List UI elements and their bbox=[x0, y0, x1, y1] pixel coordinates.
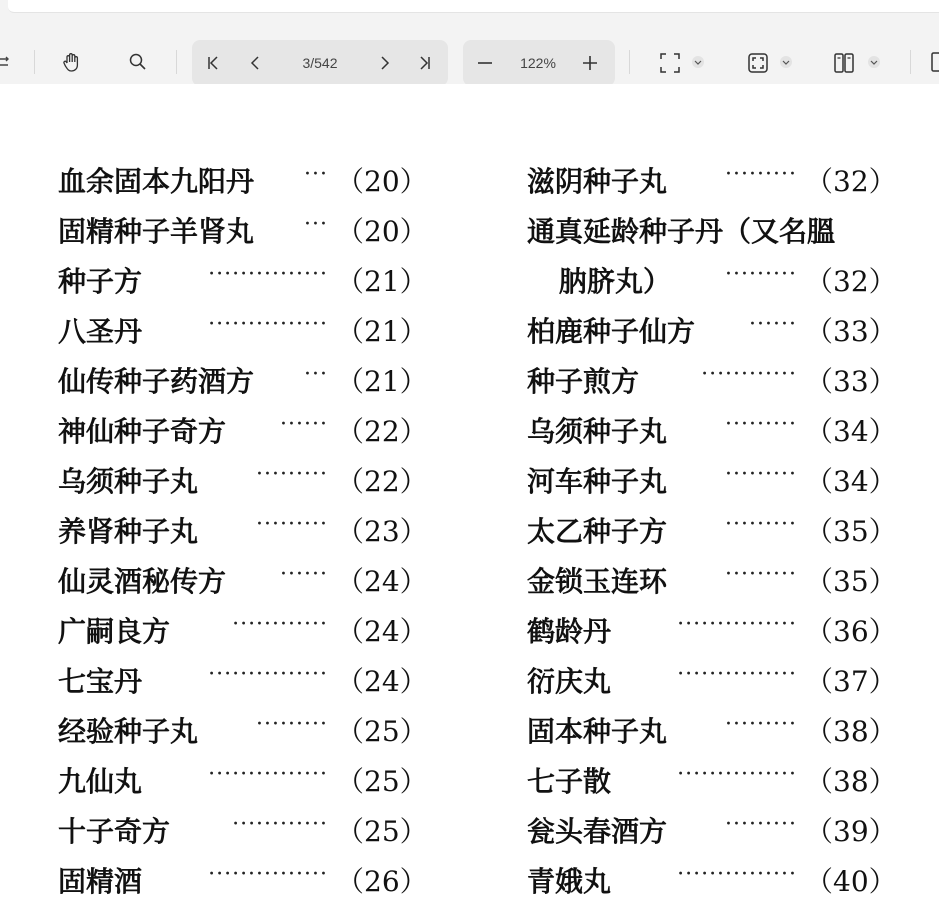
toc-entry-title: 血余固本九阳丹 bbox=[58, 165, 255, 198]
toc-entry-title: 河车种子丸 bbox=[527, 465, 668, 498]
toc-page-number: （24） bbox=[336, 615, 428, 648]
toc-leader-dots: ··············· bbox=[208, 862, 328, 887]
toc-page-number: （24） bbox=[336, 565, 428, 598]
toc-leader-dots: ········· bbox=[725, 412, 797, 437]
toc-entry[interactable] bbox=[58, 160, 428, 210]
toc-leader-dots: ········· bbox=[725, 262, 797, 287]
toc-page-number: （33） bbox=[805, 315, 897, 348]
zoom-level[interactable]: 122% bbox=[520, 55, 556, 71]
toc-page-number: （26） bbox=[336, 865, 428, 898]
toc-page-number: （35） bbox=[805, 565, 897, 598]
toc-page-number: （21） bbox=[336, 315, 428, 348]
toolbar-separator bbox=[34, 50, 35, 74]
toc-entry[interactable] bbox=[527, 210, 897, 260]
toc-entry[interactable] bbox=[527, 760, 897, 810]
toc-entry[interactable] bbox=[527, 260, 897, 310]
toc-entry-title: 肭脐丸） bbox=[559, 265, 672, 298]
toc-page-number: （38） bbox=[805, 765, 897, 798]
toc-page-number: （22） bbox=[336, 415, 428, 448]
first-page-icon[interactable] bbox=[202, 52, 224, 74]
toc-entry-title: 仙灵酒秘传方 bbox=[58, 565, 227, 598]
tab-bar-edge bbox=[8, 0, 939, 13]
toc-page-number: （33） bbox=[805, 365, 897, 398]
toc-entry[interactable] bbox=[527, 610, 897, 660]
toc-leader-dots: ··············· bbox=[677, 762, 797, 787]
document-page bbox=[0, 84, 939, 908]
toc-leader-dots: ··············· bbox=[677, 662, 797, 687]
toc-page-number: （37） bbox=[805, 665, 897, 698]
toc-entry-title: 固本种子丸 bbox=[527, 715, 668, 748]
toc-entry[interactable] bbox=[527, 810, 897, 860]
toc-page-number: （22） bbox=[336, 465, 428, 498]
toc-leader-dots: ············ bbox=[701, 362, 797, 387]
toc-page-number: （34） bbox=[805, 465, 897, 498]
toc-page-number: （34） bbox=[805, 415, 897, 448]
toc-entry-title: 乌须种子丸 bbox=[58, 465, 199, 498]
toc-entry-title: 乌须种子丸 bbox=[527, 415, 668, 448]
toolbar-separator bbox=[629, 50, 630, 74]
toc-entry-title: 养肾种子丸 bbox=[58, 515, 199, 548]
toc-entry[interactable] bbox=[527, 310, 897, 360]
toc-entry-title: 太乙种子方 bbox=[527, 515, 668, 548]
toc-entry-title: 固精种子羊肾丸 bbox=[58, 215, 255, 248]
toc-entry-title: 柏鹿种子仙方 bbox=[527, 315, 696, 348]
toc-leader-dots: ··· bbox=[304, 162, 328, 187]
toc-page-number: （24） bbox=[336, 665, 428, 698]
toc-entry[interactable] bbox=[58, 710, 428, 760]
toc-leader-dots: ········· bbox=[256, 512, 328, 537]
toc-page-number: （25） bbox=[336, 815, 428, 848]
toc-entry[interactable] bbox=[58, 560, 428, 610]
toc-entry[interactable] bbox=[58, 260, 428, 310]
last-page-icon[interactable] bbox=[414, 52, 436, 74]
toc-leader-dots: ········· bbox=[725, 162, 797, 187]
toc-entry-title: 通真延龄种子丹（又名膃 bbox=[527, 215, 836, 248]
search-icon[interactable] bbox=[126, 50, 150, 74]
fit-options-chevron-down-icon[interactable] bbox=[692, 56, 704, 68]
toc-leader-dots: ········· bbox=[725, 512, 797, 537]
page-indicator[interactable]: 3/542 bbox=[302, 55, 338, 71]
toc-leader-dots: ··············· bbox=[208, 312, 328, 337]
toc-leader-dots: ··············· bbox=[208, 662, 328, 687]
toc-entry[interactable] bbox=[58, 210, 428, 260]
toc-entry[interactable] bbox=[527, 660, 897, 710]
toc-page-number: （32） bbox=[805, 265, 897, 298]
pdf-toolbar bbox=[0, 14, 939, 84]
toc-entry[interactable] bbox=[527, 160, 897, 210]
toc-leader-dots: ········· bbox=[256, 462, 328, 487]
toc-entry[interactable] bbox=[58, 810, 428, 860]
toc-page-number: （36） bbox=[805, 615, 897, 648]
toc-entry[interactable] bbox=[58, 510, 428, 560]
toc-entry[interactable] bbox=[58, 660, 428, 710]
window-top-strip bbox=[0, 0, 939, 14]
toc-page-number: （40） bbox=[805, 865, 897, 898]
toc-page-number: （20） bbox=[336, 165, 428, 198]
toc-entry[interactable] bbox=[527, 360, 897, 410]
toc-entry-title: 鹤龄丹 bbox=[527, 615, 612, 648]
next-page-icon[interactable] bbox=[374, 52, 396, 74]
toc-leader-dots: ······ bbox=[749, 312, 797, 337]
swap-icon[interactable] bbox=[0, 52, 10, 72]
toc-page-number: （21） bbox=[336, 265, 428, 298]
toc-entry[interactable] bbox=[527, 410, 897, 460]
toc-leader-dots: ········· bbox=[725, 712, 797, 737]
toc-page-number: （20） bbox=[336, 215, 428, 248]
zoom-in-icon[interactable] bbox=[579, 52, 601, 74]
toc-leader-dots: ··············· bbox=[677, 612, 797, 637]
toc-entry[interactable] bbox=[527, 860, 897, 910]
toc-page-number: （23） bbox=[336, 515, 428, 548]
toc-entry-title: 仙传种子药酒方 bbox=[58, 365, 255, 398]
prev-page-icon[interactable] bbox=[244, 52, 266, 74]
more-tools-icon[interactable] bbox=[930, 50, 939, 74]
fullscreen-icon[interactable] bbox=[746, 51, 770, 75]
toc-page-number: （25） bbox=[336, 765, 428, 798]
toc-entry-title: 八圣丹 bbox=[58, 315, 143, 348]
toc-leader-dots: ········· bbox=[725, 812, 797, 837]
toc-entry-title: 青娥丸 bbox=[527, 865, 612, 898]
toc-page-number: （35） bbox=[805, 515, 897, 548]
toc-entry[interactable] bbox=[58, 860, 428, 910]
toc-leader-dots: ··············· bbox=[208, 762, 328, 787]
toc-leader-dots: ··· bbox=[304, 212, 328, 237]
toc-entry-title: 金锁玉连环 bbox=[527, 565, 668, 598]
toc-leader-dots: ········· bbox=[725, 562, 797, 587]
fullscreen-options-chevron-down-icon[interactable] bbox=[780, 56, 792, 68]
toc-leader-dots: ······ bbox=[280, 562, 328, 587]
fit-page-icon[interactable] bbox=[658, 51, 682, 75]
toc-entry[interactable] bbox=[527, 560, 897, 610]
toc-leader-dots: ········· bbox=[256, 712, 328, 737]
toc-page-number: （32） bbox=[805, 165, 897, 198]
toc-entry[interactable] bbox=[58, 310, 428, 360]
toc-leader-dots: ······ bbox=[280, 412, 328, 437]
toc-leader-dots: ··············· bbox=[208, 262, 328, 287]
toc-entry[interactable] bbox=[58, 760, 428, 810]
toolbar-separator bbox=[176, 50, 177, 74]
toc-page-number: （25） bbox=[336, 715, 428, 748]
toc-entry[interactable] bbox=[527, 460, 897, 510]
toc-entry-title: 种子煎方 bbox=[527, 365, 640, 398]
toc-leader-dots: ············ bbox=[232, 612, 328, 637]
toc-entry-title: 七子散 bbox=[527, 765, 612, 798]
toc-entry-title: 固精酒 bbox=[58, 865, 143, 898]
toc-entry-title: 种子方 bbox=[58, 265, 143, 298]
toc-leader-dots: ········· bbox=[725, 462, 797, 487]
toc-page-number: （39） bbox=[805, 815, 897, 848]
toc-entry[interactable] bbox=[58, 410, 428, 460]
two-page-view-icon[interactable] bbox=[832, 51, 856, 75]
toc-page-number: （21） bbox=[336, 365, 428, 398]
toc-entry-title: 神仙种子奇方 bbox=[58, 415, 227, 448]
toc-entry[interactable] bbox=[58, 460, 428, 510]
toc-entry[interactable] bbox=[527, 510, 897, 560]
toc-entry[interactable] bbox=[58, 610, 428, 660]
toc-entry-title: 广嗣良方 bbox=[58, 615, 171, 648]
toc-entry-title: 衍庆丸 bbox=[527, 665, 612, 698]
view-options-chevron-down-icon[interactable] bbox=[868, 56, 880, 68]
zoom-out-icon[interactable] bbox=[474, 52, 496, 74]
toc-entry-title: 滋阴种子丸 bbox=[527, 165, 668, 198]
toc-entry-title: 七宝丹 bbox=[58, 665, 143, 698]
toc-leader-dots: ··············· bbox=[677, 862, 797, 887]
toc-entry-title: 瓮头春酒方 bbox=[527, 815, 668, 848]
toc-entry[interactable] bbox=[527, 710, 897, 760]
toc-leader-dots: ··· bbox=[304, 362, 328, 387]
toc-entry-title: 九仙丸 bbox=[58, 765, 143, 798]
toolbar-separator bbox=[910, 50, 911, 74]
toc-entry[interactable] bbox=[58, 360, 428, 410]
toc-entry-title: 经验种子丸 bbox=[58, 715, 199, 748]
toc-leader-dots: ············ bbox=[232, 812, 328, 837]
toc-entry-title: 十子奇方 bbox=[58, 815, 171, 848]
toc-page-number: （38） bbox=[805, 715, 897, 748]
hand-tool-icon[interactable] bbox=[60, 50, 84, 74]
